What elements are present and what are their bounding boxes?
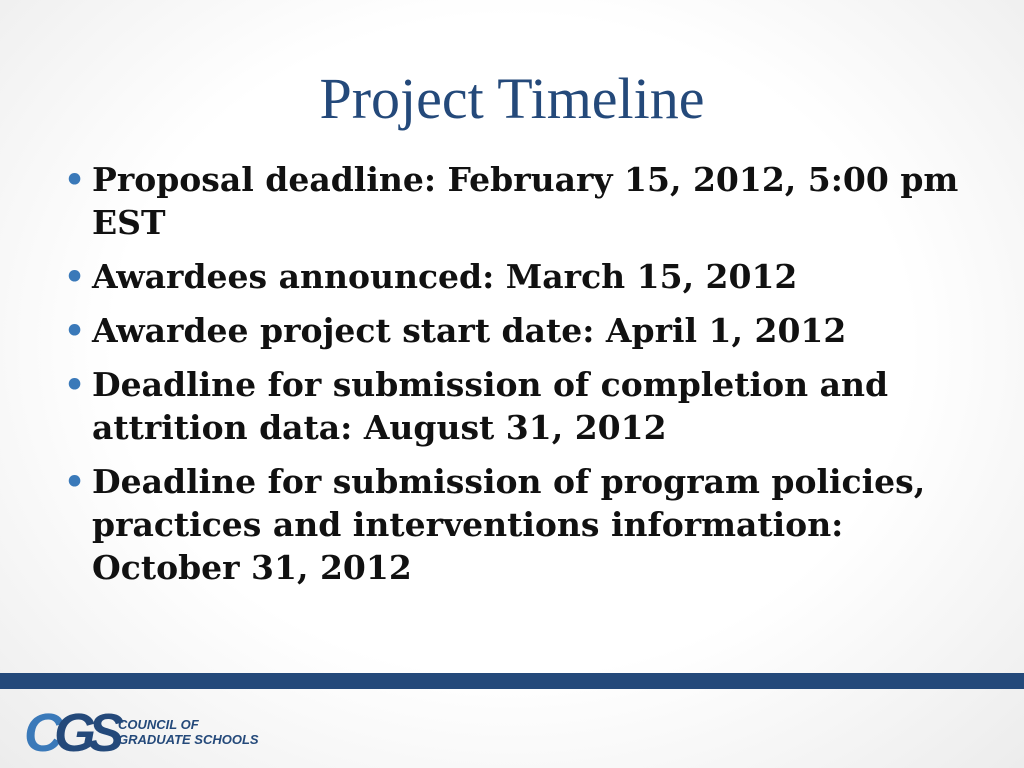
bullet-icon: • bbox=[64, 257, 86, 296]
bullet-item bbox=[64, 255, 964, 298]
logo-s: S bbox=[88, 705, 125, 757]
bullet-list bbox=[64, 158, 964, 600]
bullet-icon: • bbox=[64, 311, 86, 350]
logo-line1: COUNCIL OF bbox=[118, 717, 199, 732]
bullet-item bbox=[64, 363, 964, 449]
slide-title: Project Timeline bbox=[319, 66, 705, 131]
cgs-logo bbox=[24, 705, 264, 755]
footer-band bbox=[0, 673, 1024, 689]
bullet-icon: • bbox=[64, 365, 86, 404]
bullet-text: Proposal deadline: February 15, 2012, 5:00 pm EST bbox=[92, 160, 959, 242]
logo-g: G bbox=[54, 705, 97, 757]
logo-c: C bbox=[24, 705, 63, 757]
bullet-text: Awardees announced: March 15, 2012 bbox=[92, 257, 798, 296]
logo-line2: GRADUATE SCHOOLS bbox=[118, 732, 259, 747]
bullet-icon: • bbox=[64, 462, 86, 501]
bullet-item bbox=[64, 158, 964, 244]
bullet-text: Deadline for submission of program policies, practices and interventions information: October 31, 2012 bbox=[92, 462, 926, 587]
bullet-text: Awardee project start date: April 1, 2012 bbox=[92, 311, 847, 350]
bullet-item bbox=[64, 460, 964, 589]
bullet-item bbox=[64, 309, 964, 352]
bullet-icon: • bbox=[64, 160, 86, 199]
bullet-text: Deadline for submission of completion and attrition data: August 31, 2012 bbox=[92, 365, 889, 447]
